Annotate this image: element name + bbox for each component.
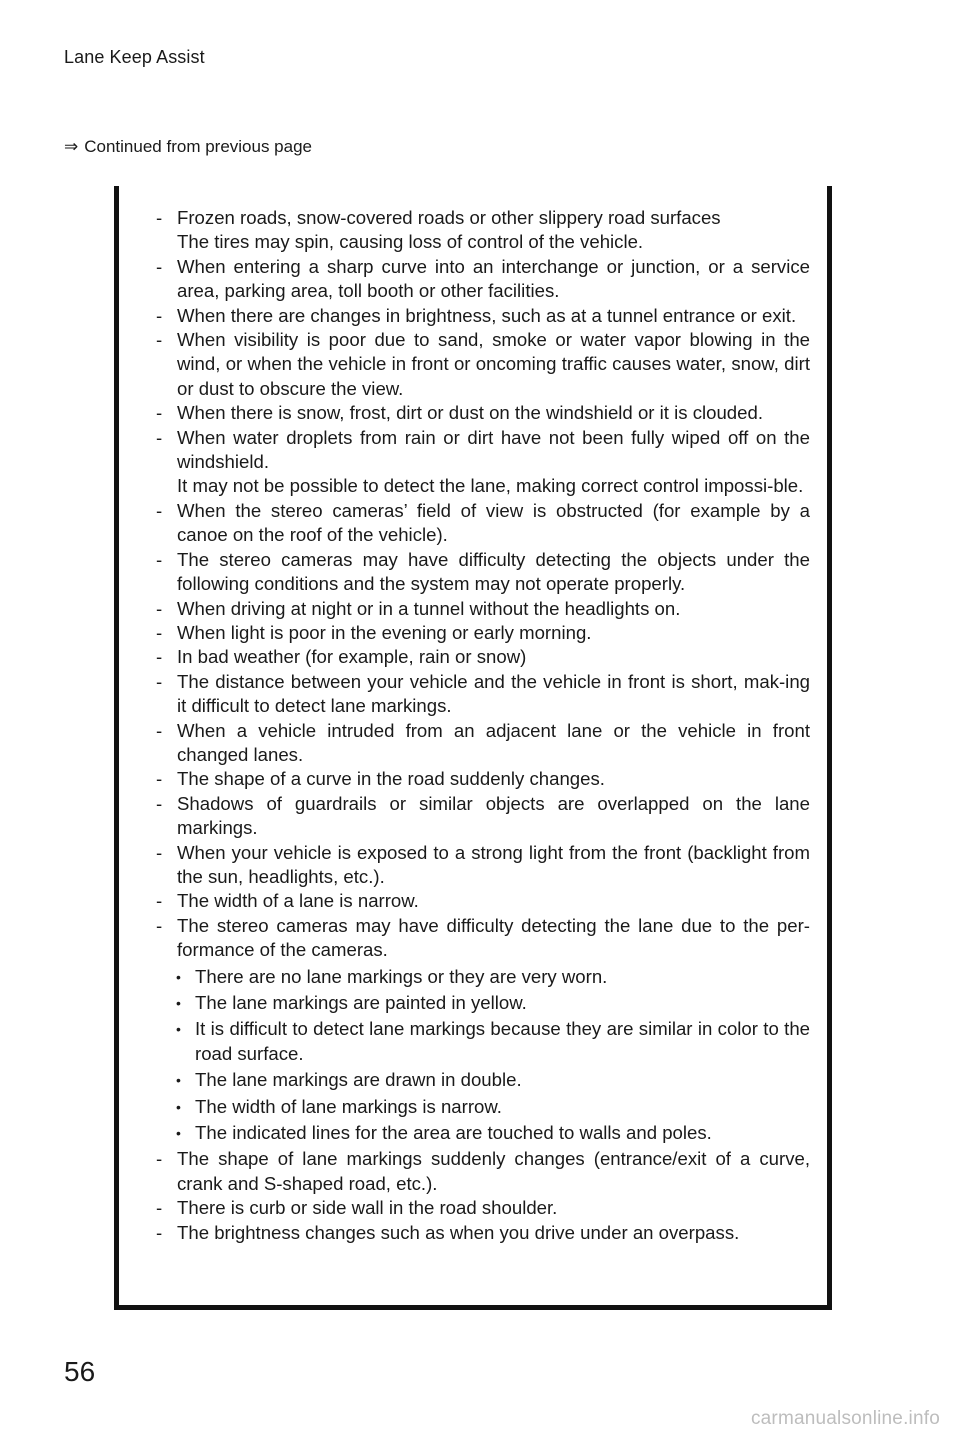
list-item bbox=[119, 548, 827, 597]
list-item bbox=[119, 792, 827, 841]
item-text: When entering a sharp curve into an interchange or junction, or a service area, parking area, toll booth or other facilities. bbox=[177, 255, 810, 302]
item-text: Frozen roads, snow-covered roads or other slippery road surfaces bbox=[177, 207, 721, 228]
item-text: When there are changes in brightness, such as at a tunnel entrance or exit. bbox=[177, 304, 797, 326]
dash-marker: - bbox=[156, 255, 163, 277]
item-text: When water droplets from rain or dirt have not been fully wiped off on the windshield. bbox=[177, 426, 810, 473]
list-item bbox=[119, 889, 827, 913]
item-text: The width of a lane is narrow. bbox=[177, 890, 419, 912]
item-text: It may not be possible to detect the lane, making correct control impossi-ble. bbox=[177, 475, 804, 497]
dash-marker: - bbox=[156, 402, 163, 424]
dash-marker: - bbox=[156, 719, 163, 741]
item-text: The indicated lines for the area are touched to walls and poles. bbox=[195, 1122, 712, 1144]
item-text: When your vehicle is exposed to a strong light from the front (backlight from the sun, headlights, etc.). bbox=[177, 841, 810, 887]
list-item bbox=[119, 401, 827, 425]
dash-marker: - bbox=[156, 1221, 163, 1243]
list-item bbox=[119, 767, 827, 791]
item-text: The stereo cameras may have difficulty detecting the objects under the following conditions and the system may not operate properly. bbox=[177, 548, 810, 595]
dash-marker: - bbox=[156, 304, 163, 326]
list-item bbox=[119, 328, 827, 401]
item-text: When a vehicle intruded from an adjacent lane or the vehicle in front changed lanes. bbox=[177, 719, 810, 765]
watermark: carmanualsonline.info bbox=[750, 1408, 940, 1429]
item-text: The shape of a curve in the road suddenly changes. bbox=[177, 768, 605, 790]
item-text: The width of lane markings is narrow. bbox=[195, 1095, 502, 1117]
continued-note bbox=[64, 137, 312, 157]
dash-marker: - bbox=[156, 841, 163, 863]
list-item bbox=[119, 841, 827, 890]
right-double-arrow-icon: ⇒ bbox=[64, 137, 79, 156]
bullet-item bbox=[119, 1068, 827, 1092]
item-text: The shape of lane markings suddenly changes (entrance/exit of a curve, crank and S-shaped road, etc.). bbox=[177, 1148, 810, 1194]
dash-marker: - bbox=[156, 1197, 163, 1219]
item-text: The tires may spin, causing loss of control of the vehicle. bbox=[177, 231, 644, 253]
bullet-icon: • bbox=[176, 1098, 181, 1115]
list-item bbox=[119, 255, 827, 304]
item-text: When driving at night or in a tunnel without the headlights on. bbox=[177, 597, 681, 619]
item-text: The stereo cameras may have difficulty detecting the lane due to the per-formance of the cameras. bbox=[177, 914, 810, 961]
item-text: When visibility is poor due to sand, smoke or water vapor blowing in the wind, or when the vehicle in front or oncoming traffic causes water, snow, dirt or dust to obscure the view. bbox=[177, 329, 810, 399]
dash-marker: - bbox=[156, 207, 163, 228]
list-item bbox=[119, 597, 827, 621]
dash-marker: - bbox=[156, 768, 163, 790]
item-text: In bad weather (for example, rain or snow) bbox=[177, 646, 527, 668]
dash-marker: - bbox=[156, 792, 163, 814]
dash-marker: - bbox=[156, 646, 163, 668]
dash-marker: - bbox=[156, 1148, 163, 1170]
list-item bbox=[119, 645, 827, 669]
item-text: It is difficult to detect lane markings because they are similar in color to the road surface. bbox=[195, 1018, 810, 1064]
bullet-item bbox=[119, 991, 827, 1015]
dash-marker: - bbox=[156, 597, 163, 619]
bullet-icon: • bbox=[176, 1072, 181, 1089]
item-text: The distance between your vehicle and the vehicle in front is short, mak-ing it difficult to detect lane markings. bbox=[177, 670, 810, 717]
bullet-item bbox=[119, 1017, 827, 1066]
list-item bbox=[119, 719, 827, 768]
item-text: The brightness changes such as when you drive under an overpass. bbox=[177, 1221, 740, 1243]
condition-list bbox=[119, 206, 827, 1245]
bullet-icon: • bbox=[176, 1125, 181, 1142]
running-header: Lane Keep Assist bbox=[64, 47, 205, 67]
list-item bbox=[119, 1147, 827, 1196]
bullet-icon: • bbox=[176, 995, 181, 1011]
dash-marker: - bbox=[156, 548, 163, 570]
page-number: 56 bbox=[64, 1356, 96, 1387]
item-text: The lane markings are drawn in double. bbox=[195, 1069, 522, 1091]
dash-marker: - bbox=[156, 890, 163, 912]
continued-text: Continued from previous page bbox=[84, 137, 312, 156]
dash-marker: - bbox=[156, 670, 163, 692]
bullet-item bbox=[119, 1121, 827, 1145]
item-text: When there is snow, frost, dirt or dust on the windshield or it is clouded. bbox=[177, 402, 763, 424]
list-item bbox=[119, 426, 827, 499]
item-text: When the stereo cameras’ field of view is obstructed (for example by a canoe on the roof of the vehicle). bbox=[177, 499, 810, 546]
caution-box bbox=[114, 186, 832, 1310]
list-item bbox=[119, 621, 827, 645]
bullet-icon: • bbox=[176, 1021, 181, 1038]
item-text: There are no lane markings or they are very worn. bbox=[195, 965, 608, 987]
dash-marker: - bbox=[156, 914, 163, 936]
dash-marker: - bbox=[156, 426, 163, 448]
item-text: There is curb or side wall in the road shoulder. bbox=[177, 1197, 558, 1219]
item-text: Shadows of guardrails or similar objects are overlapped on the lane markings. bbox=[177, 792, 810, 839]
item-text: The lane markings are painted in yellow. bbox=[195, 992, 527, 1013]
list-item bbox=[119, 206, 827, 255]
dash-marker: - bbox=[156, 621, 163, 643]
list-item bbox=[119, 914, 827, 963]
bullet-item bbox=[119, 965, 827, 989]
list-item bbox=[119, 304, 827, 328]
dash-marker: - bbox=[156, 329, 163, 351]
list-item bbox=[119, 1221, 827, 1245]
dash-marker: - bbox=[156, 499, 163, 521]
list-item bbox=[119, 670, 827, 719]
item-text: When light is poor in the evening or early morning. bbox=[177, 621, 592, 643]
bullet-item bbox=[119, 1095, 827, 1119]
list-item bbox=[119, 499, 827, 548]
list-item bbox=[119, 1196, 827, 1220]
bullet-icon: • bbox=[176, 968, 181, 985]
